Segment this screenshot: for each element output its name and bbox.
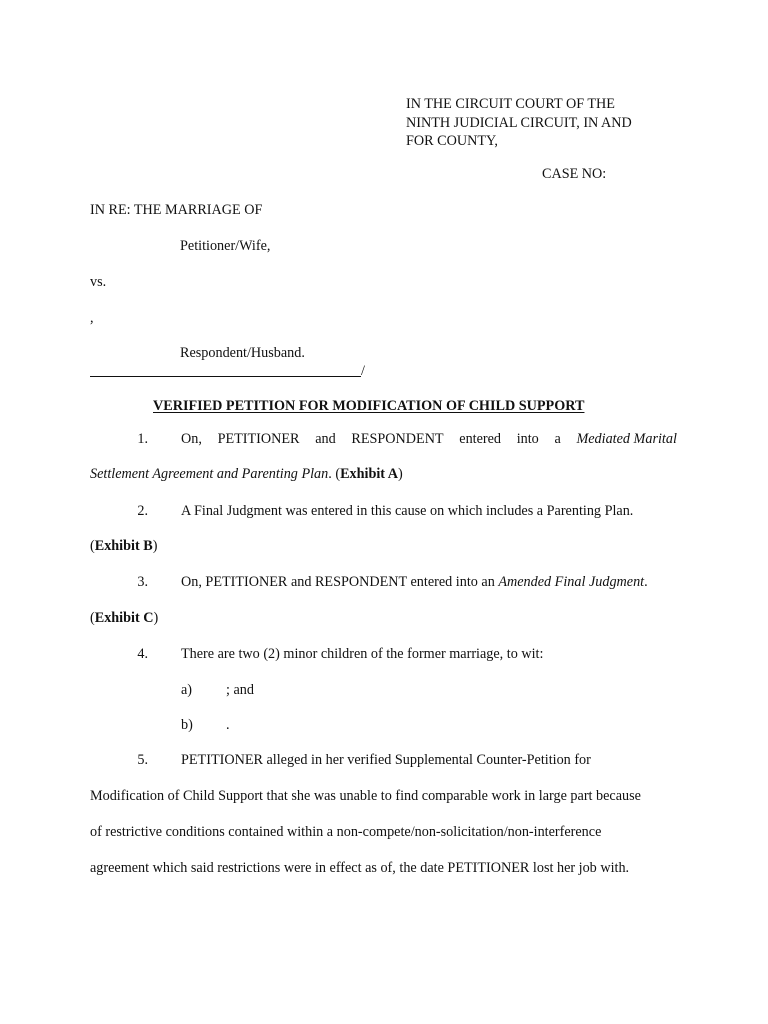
petitioner-label: Petitioner/Wife, [180, 238, 271, 254]
paragraph-number-1: 1. [137, 431, 148, 447]
p1-italic-title-part-1: Mediated Marital [576, 431, 677, 447]
p1-word: RESPONDENT [351, 431, 444, 447]
p2-open-paren: ( [90, 538, 95, 554]
case-number-label: CASE NO: [542, 166, 607, 182]
respondent-label: Respondent/Husband. [180, 345, 305, 361]
exhibit-b-label: Exhibit B [94, 538, 153, 554]
paragraph-5-line-3: of restrictive conditions contained within a non-compete/non-solicitation/non-interference [90, 824, 602, 840]
child-item-text-a: ; and [226, 682, 254, 698]
p1-word: On, [181, 431, 202, 447]
p1-after-italic: . ( [328, 466, 341, 482]
p1-word: a [554, 431, 561, 447]
p3-open-paren: ( [90, 610, 95, 626]
p3-text: On, PETITIONER and RESPONDENT entered into an [181, 574, 499, 590]
p1-word: entered [459, 431, 502, 447]
p1-word: PETITIONER [217, 431, 300, 447]
exhibit-c-label: Exhibit C [94, 610, 154, 626]
p1-word: into [516, 431, 539, 447]
p3-italic-title: Amended Final Judgment [498, 574, 645, 590]
paragraph-number-3: 3. [137, 574, 148, 590]
p1-italic-title-part-2: Settlement Agreement and Parenting Plan [90, 466, 329, 482]
paragraph-2-exhibit [90, 539, 157, 553]
child-item-label-b: b) [181, 717, 193, 733]
respondent-name-placeholder: , [90, 310, 94, 326]
p3-close-paren: ) [153, 610, 159, 626]
paragraph-3-text [181, 575, 648, 589]
p3-end: . [644, 574, 648, 590]
child-item-text-b: . [226, 717, 230, 733]
versus-label: vs. [90, 274, 107, 290]
exhibit-a-label: Exhibit A [340, 466, 399, 482]
paragraph-5-line-1: PETITIONER alleged in her verified Supplemental Counter-Petition for [181, 752, 591, 768]
paragraph-5-line-4: agreement which said restrictions were in effect as of, the date PETITIONER lost her job with. [90, 860, 630, 876]
document-title: VERIFIED PETITION FOR MODIFICATION OF CHILD SUPPORT [153, 398, 585, 414]
child-item-label-a: a) [181, 682, 193, 698]
paragraph-2-text: A Final Judgment was entered in this cause on which includes a Parenting Plan. [181, 503, 634, 519]
court-line-3: FOR COUNTY, [406, 133, 498, 149]
paragraph-number-4: 4. [137, 646, 148, 662]
caption-rule [90, 376, 361, 377]
paragraph-5-line-2: Modification of Child Support that she was unable to find comparable work in large part because [90, 788, 641, 804]
paragraph-number-2: 2. [137, 503, 148, 519]
p1-close-paren: ) [398, 466, 403, 482]
court-caption [406, 95, 666, 151]
paragraph-3-exhibit [90, 611, 158, 625]
p2-close-paren: ) [152, 538, 158, 554]
p1-word: and [315, 431, 336, 447]
paragraph-1-line-2 [90, 467, 403, 481]
caption-slash: / [361, 363, 365, 379]
court-line-2: NINTH JUDICIAL CIRCUIT, IN AND [406, 114, 632, 131]
court-line-1: IN THE CIRCUIT COURT OF THE [406, 96, 615, 112]
paragraph-1-line-1 [181, 432, 677, 446]
paragraph-4-text: There are two (2) minor children of the former marriage, to wit: [181, 646, 544, 662]
in-re-line: IN RE: THE MARRIAGE OF [90, 202, 263, 218]
paragraph-number-5: 5. [137, 752, 148, 768]
